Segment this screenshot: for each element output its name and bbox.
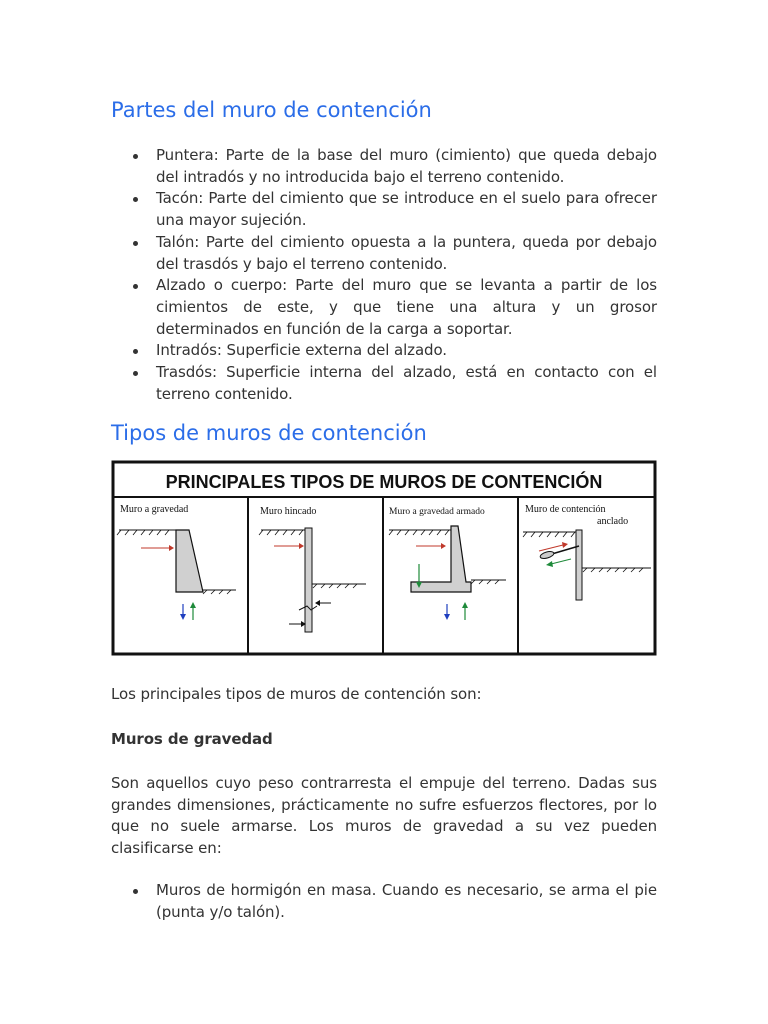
list-item: Puntera: Parte de la base del muro (cimiento) que queda debajo del intradós y no introducida bajo el terreno contenido. <box>111 145 657 188</box>
panel-label: Muro hincado <box>260 506 317 517</box>
figure-heading: PRINCIPALES TIPOS DE MUROS DE CONTENCIÓN <box>165 472 603 492</box>
panel-label-line2: anclado <box>597 516 629 527</box>
list-item: Alzado o cuerpo: Parte del muro que se levanta a partir de los cimientos de este, y que tiene una altura y un grosor determinados en función de la carga a soportar. <box>111 275 657 340</box>
intro-paragraph: Los principales tipos de muros de contención son: <box>111 685 482 703</box>
wall-types-figure <box>111 460 657 656</box>
wall-types-diagram <box>111 460 657 656</box>
section-title-partes: Partes del muro de contención <box>111 98 432 122</box>
panel-label: Muro a gravedad armado <box>389 507 485 517</box>
list-item: Trasdós: Superficie interna del alzado, está en contacto con el terreno contenido. <box>111 362 657 405</box>
list-item: Muros de hormigón en masa. Cuando es necesario, se arma el pie (punta y/o talón). <box>111 880 657 923</box>
list-item: Talón: Parte del cimiento opuesta a la puntera, queda por debajo del trasdós y bajo el terreno contenido. <box>111 232 657 275</box>
list-item: Tacón: Parte del cimiento que se introduce en el suelo para ofrecer una mayor sujeción. <box>111 188 657 231</box>
section-title-tipos: Tipos de muros de contención <box>111 421 427 445</box>
gravedad-list <box>111 880 657 923</box>
partes-list <box>111 145 657 405</box>
panel-label: Muro de contención <box>525 504 606 515</box>
subheading-gravedad: Muros de gravedad <box>111 730 273 748</box>
list-item: Intradós: Superficie externa del alzado. <box>111 340 657 362</box>
description-paragraph: Son aquellos cuyo peso contrarresta el empuje del terreno. Dadas sus grandes dimensiones, prácticamente no sufre esfuerzos flectores, por lo que no suele armarse. Los muros de gravedad a su vez pueden clasificarse en: <box>111 774 657 858</box>
panel-label: Muro a gravedad <box>120 504 189 515</box>
